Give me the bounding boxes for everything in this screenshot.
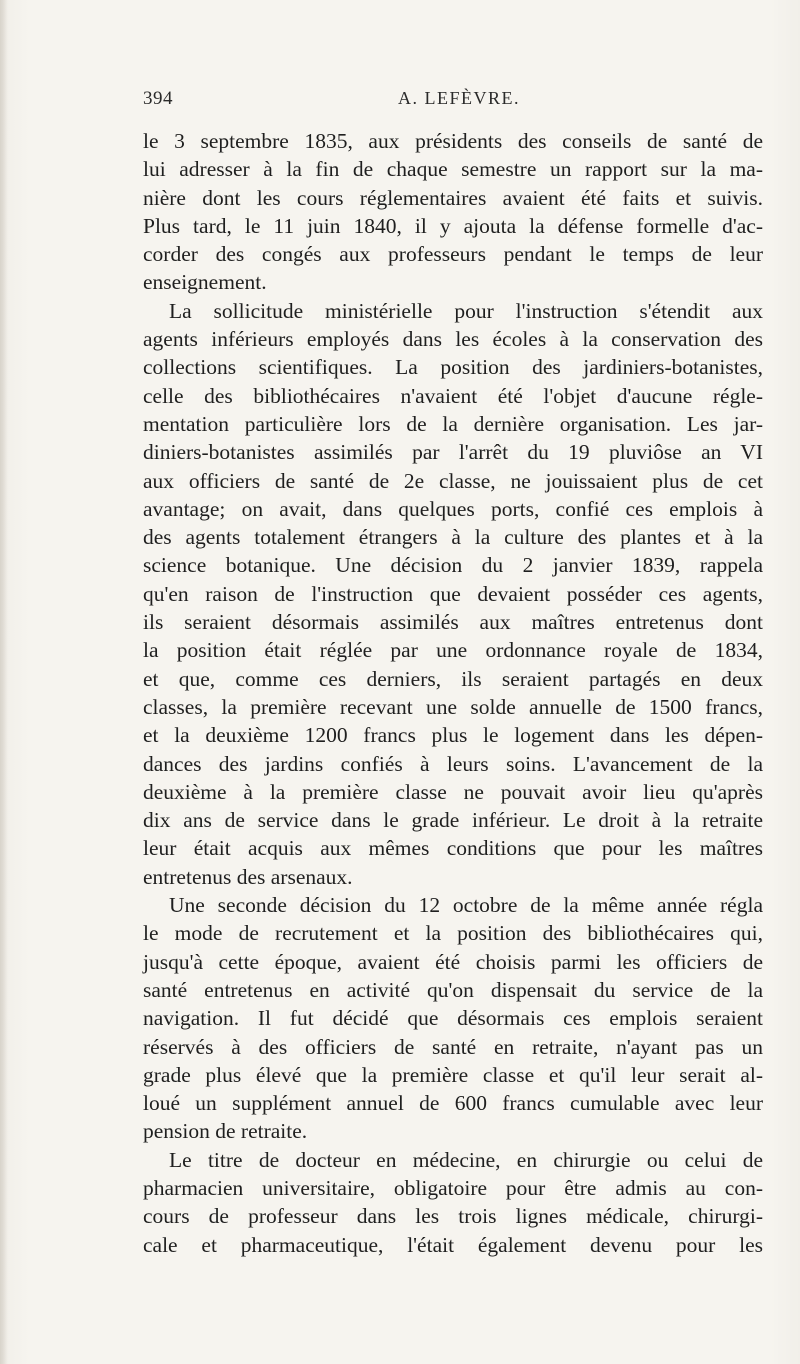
text-line: dances des jardins confiés à leurs soins. L'avancement de la bbox=[143, 751, 763, 776]
text-line: grade plus élevé que la première classe et qu'il leur serait al- bbox=[143, 1062, 763, 1087]
text-line: le mode de recrutement et la position des bibliothécaires qui, bbox=[143, 921, 763, 946]
text-line: Plus tard, le 11 juin 1840, il y ajouta la défense formelle d'ac- bbox=[143, 213, 763, 238]
text-line: et que, comme ces derniers, ils seraient partagés en deux bbox=[143, 666, 763, 691]
text-line: pension de retraite. bbox=[143, 1119, 308, 1144]
text-line: enseignement. bbox=[143, 270, 267, 295]
running-head bbox=[143, 88, 763, 112]
text-line: jusqu'à cette époque, avaient été choisis parmi les officiers de bbox=[143, 949, 763, 974]
text-line: et la deuxième 1200 francs plus le logement dans les dépen- bbox=[143, 723, 763, 748]
text-line: avantage; on avait, dans quelques ports, confié ces emplois à bbox=[143, 496, 763, 521]
text-line: classes, la première recevant une solde annuelle de 1500 francs, bbox=[143, 694, 763, 719]
text-line: entretenus des arsenaux. bbox=[143, 864, 353, 889]
text-line: santé entretenus en activité qu'on dispensait du service de la bbox=[143, 977, 763, 1002]
text-line: La sollicitude ministérielle pour l'instruction s'étendit aux bbox=[169, 298, 763, 323]
text-line: loué un supplément annuel de 600 francs cumulable avec leur bbox=[143, 1091, 763, 1116]
text-line: Le titre de docteur en médecine, en chirurgie ou celui de bbox=[169, 1147, 763, 1172]
text-line: leur était acquis aux mêmes conditions que pour les maîtres bbox=[143, 836, 763, 861]
body-text bbox=[143, 127, 763, 1259]
text-line: collections scientifiques. La position des jardiniers-botanistes, bbox=[143, 355, 763, 380]
text-line: qu'en raison de l'instruction que devaient posséder ces agents, bbox=[143, 581, 763, 606]
running-title: A. LEFÈVRE. bbox=[398, 88, 520, 108]
text-line: agents inférieurs employés dans les écoles à la conservation des bbox=[143, 327, 763, 352]
page-number: 394 bbox=[143, 88, 173, 109]
text-line: diniers-botanistes assimilés par l'arrêt du 19 pluviôse an VI bbox=[143, 440, 763, 465]
text-line: pharmacien universitaire, obligatoire pour être admis au con- bbox=[143, 1175, 763, 1200]
binding-shadow bbox=[0, 0, 8, 1364]
text-line: cours de professeur dans les trois lignes médicale, chirurgi- bbox=[143, 1204, 763, 1229]
text-line: ils seraient désormais assimilés aux maîtres entretenus dont bbox=[143, 610, 763, 635]
text-line: la position était réglée par une ordonnance royale de 1834, bbox=[143, 638, 763, 663]
text-line: cale et pharmaceutique, l'était également devenu pour les bbox=[143, 1232, 763, 1257]
text-line: deuxième à la première classe ne pouvait avoir lieu qu'après bbox=[143, 779, 763, 804]
text-line: lui adresser à la fin de chaque semestre un rapport sur la ma- bbox=[143, 157, 763, 182]
text-line: réservés à des officiers de santé en retraite, n'ayant pas un bbox=[143, 1034, 763, 1059]
text-line: science botanique. Une décision du 2 janvier 1839, rappela bbox=[143, 553, 763, 578]
text-line: Une seconde décision du 12 octobre de la même année régla bbox=[169, 893, 763, 918]
text-line: mentation particulière lors de la dernière organisation. Les jar- bbox=[143, 411, 763, 436]
text-line: corder des congés aux professeurs pendant le temps de leur bbox=[143, 242, 763, 267]
text-line: nière dont les cours réglementaires avaient été faits et suivis. bbox=[143, 185, 763, 210]
text-line: des agents totalement étrangers à la culture des plantes et à la bbox=[143, 525, 763, 550]
text-line: le 3 septembre 1835, aux présidents des conseils de santé de bbox=[143, 129, 763, 153]
text-line: navigation. Il fut décidé que désormais ces emplois seraient bbox=[143, 1006, 763, 1031]
text-line: celle des bibliothécaires n'avaient été l'objet d'aucune régle- bbox=[143, 383, 763, 408]
text-line: dix ans de service dans le grade inférieur. Le droit à la retraite bbox=[143, 808, 763, 833]
text-line: aux officiers de santé de 2e classe, ne jouissaient plus de cet bbox=[143, 468, 763, 493]
